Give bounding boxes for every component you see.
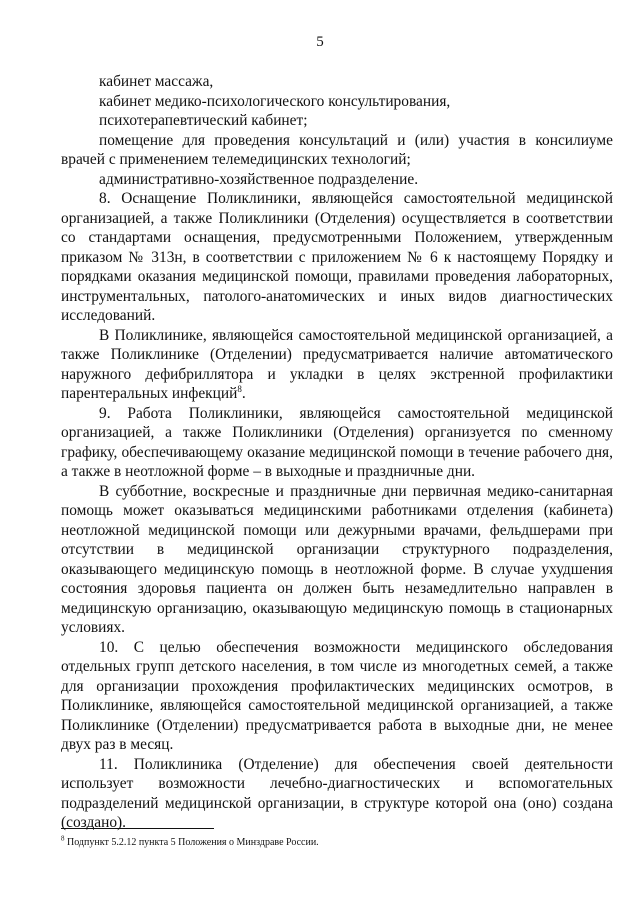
paragraph-8-defibrillator-end: .	[241, 385, 246, 402]
footnote-text: Подпункт 5.2.12 пункта 5 Положения о Минздраве России.	[64, 837, 319, 848]
footnote-divider	[61, 828, 214, 829]
footnote-mark: 8	[61, 834, 65, 843]
paragraph-11: 11. Поликлиника (Отделение) для обеспечения своей деятельности использует возможности лечебно-диагностических и вспомогательных подразделений медицинской организации, в структуре которой она (оно) создана (создано).	[61, 755, 613, 831]
footnote-8	[61, 836, 613, 849]
paragraph-8-defibrillator	[61, 326, 613, 404]
list-item-telemedicine-room: помещение для проведения консультаций и (или) участия в консилиуме врачей с применением телемедицинских технологий;	[61, 131, 613, 168]
paragraph-8: 8. Оснащение Поликлиники, являющейся самостоятельной медицинской организацией, а также Поликлиники (Отделения) осуществляется в соответствии со стандартами оснащения, предусмотренными Положением, утвержденным приказом № 313н, в соответствии с приложением № 6 к настоящему Порядку и порядками оказания медицинской помощи, правилами проведения лабораторных, инструментальных, патолого-анатомических и иных видов диагностических исследований.	[61, 190, 613, 324]
paragraph-9: 9. Работа Поликлиники, являющейся самостоятельной медицинской организацией, а также Поликлиники (Отделения) организуется по сменному графику, обеспечивающему оказание медицинской помощи в течение рабочего дня, а также в неотложной форме – в выходные и праздничные дни.	[61, 404, 613, 480]
paragraph-9-weekend-care: В субботние, воскресные и праздничные дни первичная медико-санитарная помощь может оказываться медицинскими работниками отделения (кабинета) неотложной медицинской помощи или дежурными врачами, фельдшерами при отсутствии в медицинской организации структурного подразделения, оказывающего медицинскую помощь в неотложной форме. В случае ухудшения состояния здоровья пациента он должен быть незамедлительно направлен в медицинскую организацию, оказывающую медицинскую помощь в стационарных условиях.	[61, 482, 613, 636]
paragraph-10: 10. С целью обеспечения возможности медицинского обследования отдельных групп детского населения, в том числе из многодетных семей, а также для организации прохождения профилактических медицинских осмотров, в Поликлинике, являющейся самостоятельной медицинской организацией, а также Поликлинике (Отделении) предусматривается работа в выходные дни, не менее двух раз в месяц.	[61, 638, 613, 753]
list-item-psychology-room: кабинет медико-психологического консультирования,	[99, 92, 451, 110]
page-number: 5	[316, 34, 324, 50]
list-item-admin-unit: административно-хозяйственное подразделение.	[99, 170, 419, 188]
document-body	[61, 72, 613, 833]
paragraph-8-defibrillator-text: В Поликлинике, являющейся самостоятельной медицинской организацией, а также Поликлинике (Отделении) предусматривается наличие автоматического наружного дефибриллятора и укладки в целях экстренной профилактики парентеральных инфекций	[61, 326, 613, 402]
footnote-reference-8: 8	[237, 383, 242, 394]
list-item-massage-room: кабинет массажа,	[99, 73, 214, 90]
list-item-psychotherapy-room: психотерапевтический кабинет;	[99, 112, 308, 129]
